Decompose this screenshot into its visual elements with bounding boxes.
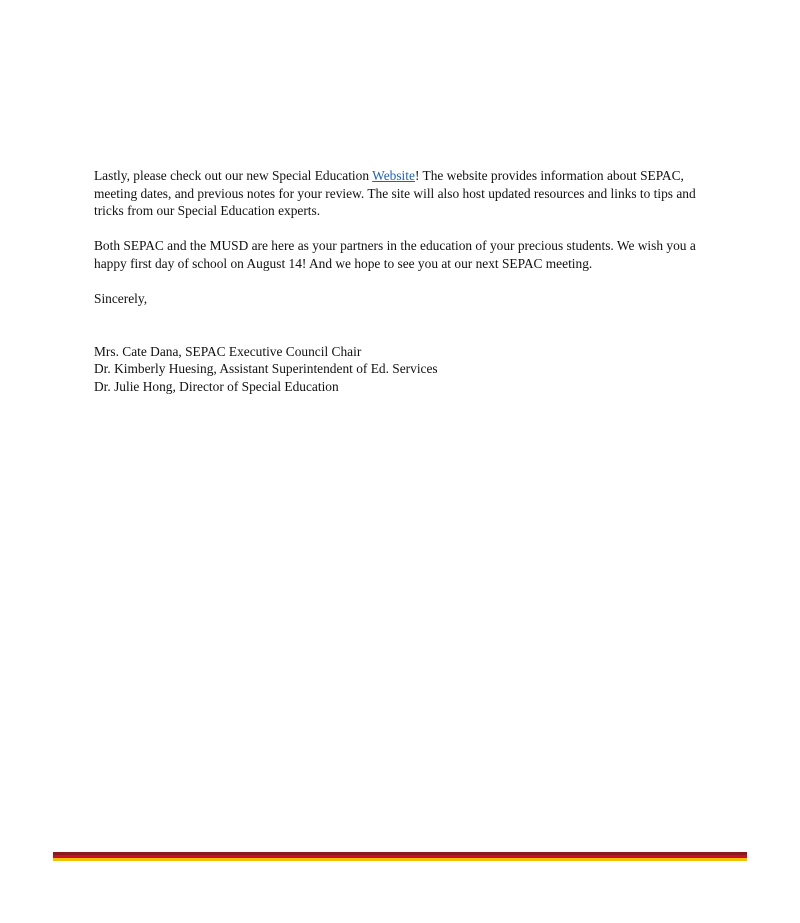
signature-line: Mrs. Cate Dana, SEPAC Executive Council Chair xyxy=(94,343,362,359)
website-paragraph-intro: Lastly, please check out our new Special Education xyxy=(94,168,373,183)
signature-line: Dr. Kimberly Huesing, Assistant Superintendent of Ed. Services xyxy=(94,361,438,377)
website-paragraph xyxy=(94,167,714,220)
partners-paragraph: Both SEPAC and the MUSD are here as your partners in the education of your precious students. We wish you a happy first day of school on August 14! And we hope to see you at our next SEPAC meeting. xyxy=(94,238,696,271)
website-link[interactable]: Website xyxy=(372,168,415,183)
letter-body xyxy=(94,167,714,396)
footer-band-gold xyxy=(53,858,747,861)
signature-block xyxy=(94,343,714,396)
closing-salutation: Sincerely, xyxy=(94,291,148,307)
footer-color-bar xyxy=(53,852,747,861)
signature-line: Dr. Julie Hong, Director of Special Education xyxy=(94,378,339,394)
website-paragraph-rest: ! The website provides information about SEPAC, meeting dates, and previous notes for your review. The site will also host updated resources and links to tips and tricks from our Special Education experts. xyxy=(94,168,696,219)
